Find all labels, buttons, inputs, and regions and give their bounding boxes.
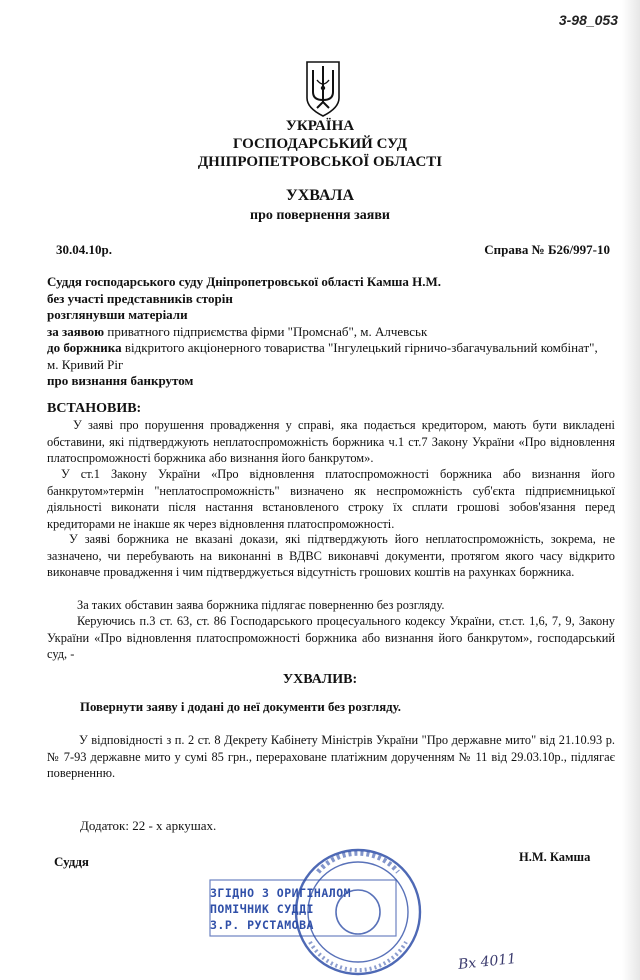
paragraph-2: У ст.1 Закону України «Про відновлення платоспроможності боржника або визнання його банкрутом»термін "неплатоспроможність" визначено як неспроможність суб'єкта підприємницької діяльності виконати після настання встановленого строку їх сплати грошові зобов'язання перед кредиторами не інакше як через відновлення платоспроможності. <box>47 467 615 531</box>
court-name: ГОСПОДАРСЬКИЙ СУД <box>232 136 408 152</box>
stamp-line-1: ЗГІДНО З ОРИГІНАЛОМ <box>210 886 352 900</box>
review-line: розглянувши матеріали <box>47 307 188 322</box>
stamp-line-3: З.Р. РУСТАМОВА <box>210 918 314 932</box>
stamp-line-2: ПОМІЧНИК СУДДІ <box>210 902 314 916</box>
case-number: Справа № Б26/997-10 <box>484 242 610 257</box>
document-subject: про повернення заяви <box>250 208 390 223</box>
document-number: 3-98_053 <box>558 12 618 28</box>
applicant-line: за заявою приватного підприємства фірми "Промснаб", м. Алчевськ <box>47 323 428 339</box>
paragraph-4: За таких обставин заява боржника підлягає поверненню без розгляду. <box>77 598 445 612</box>
paragraph-5: Керуючись п.3 ст. 63, ст. 86 Господарського процесуального кодексу України, ст.ст. 1,6, 7, 9, Закону України «Про відновлення платоспроможності боржника або визнання його банкрутом», господарський суд, - <box>47 614 615 662</box>
country-title: УКРАЇНА <box>285 118 355 134</box>
paragraph-3: У заяві боржника не вказані докази, які підтверджують його неплатоспроможність, зокрема, не зазначено, чи перебувають на виконанні в ВДВС виконавчі документи, протягом якого часу відкрито виконавче провадження і чим підтверджується відсутність грошових коштів на рахунках боржника. <box>47 532 615 580</box>
subject-line: про визнання банкрутом <box>47 373 194 388</box>
ruled-heading: УХВАЛИВ: <box>282 672 358 687</box>
signature-title: Суддя <box>54 854 89 869</box>
trident-emblem-icon <box>303 58 343 118</box>
ruling-statement: Повернути заяву і додані до неї документи без розгляду. <box>80 700 401 714</box>
appendix-note: Додаток: 22 - х аркушах. <box>80 818 217 833</box>
signature-name: Н.М. Камша <box>519 850 591 864</box>
paragraph-1: У заяві про порушення провадження у справі, яка подається кредитором, мають бути викладені обставини, які підтверджують неплатоспроможність боржника ч.1 ст.7 Закону України «Про відновлення платоспроможності боржника або визнання його банкрутом». <box>47 418 615 466</box>
document-type: УХВАЛА <box>286 187 354 204</box>
judge-line: Суддя господарського суду Дніпропетровської області Камша Н.М. <box>47 274 442 289</box>
parties-line: без участі представників сторін <box>47 290 233 306</box>
handwritten-note: Вх 4011 <box>457 950 517 974</box>
case-intro <box>47 274 612 390</box>
ruling-paragraph: У відповідності з п. 2 ст. 8 Декрету Кабінету Міністрів України "Про державне мито" від 21.10.93 р. № 7-93 державне мито у сумі 85 грн., перераховане платіжним дорученням № 11 від 29.03.10р., підлягає поверненню. <box>47 733 615 781</box>
court-region: ДНІПРОПЕТРОВСЬКОЇ ОБЛАСТІ <box>197 154 443 170</box>
established-heading: ВСТАНОВИВ: <box>47 401 142 416</box>
document-date: 30.04.10р. <box>56 242 112 257</box>
debtor-line: до боржника відкритого акціонерного товариства "Інгулецький гірничо-збагачувальний комбінат", м. Кривий Ріг <box>47 340 598 372</box>
